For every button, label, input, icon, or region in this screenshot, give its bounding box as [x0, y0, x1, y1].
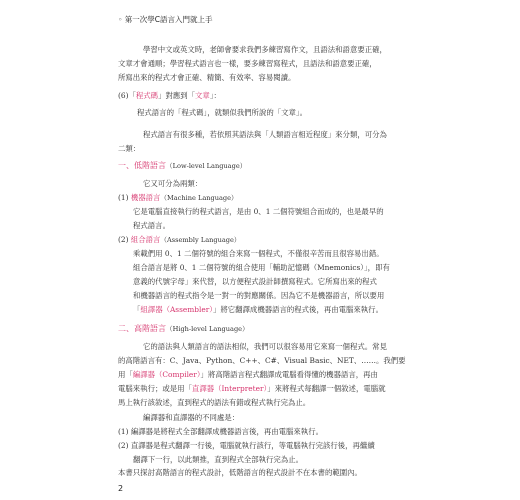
page-number: 2: [118, 484, 124, 493]
section-1-intro: 它又可分為兩類：: [143, 179, 203, 188]
closing-line: 本書只探討高階語言的程式設計，低階語言的程式設計不在本書的範圍內。: [118, 468, 362, 477]
item-6-mid: 」對應到「: [158, 91, 196, 100]
intro-line-2: 文章才會通順；學習程式語言也一樣，要多練習寫程式，且語法和語意要正確，: [118, 59, 377, 68]
classification-line-1: 程式語言有很多種，若依照其語法與「人類語言相近程度」來分類，可分為: [143, 130, 387, 139]
assembly-language-label: (2): [118, 235, 131, 244]
section-2-line-4: [118, 382, 386, 396]
difference-item-2b: 翻譯下一行，以此類推，直到程式全部執行完為止。: [133, 455, 303, 464]
interpreter-term: 直譯器（Interpreter）: [191, 384, 268, 393]
difference-intro: 編譯器和直譯器的不同處是：: [143, 413, 240, 422]
interpreter-prefix: 電腦來執行；或是用「: [118, 384, 192, 393]
assembly-language-line-3: 意義的代號字母」來代替，以方便程式設計師撰寫程式。它所寫出來的程式: [133, 277, 377, 286]
assembly-language-en: （Assembly Language）: [160, 236, 241, 244]
section-2-line-5: 馬上執行該敘述，直到程式的語法有錯或程式執行完為止。: [118, 398, 311, 407]
assembly-language-line-5: [133, 303, 383, 317]
machine-language-line-1: 它是電腦直接執行的程式語言，是由 0、1 二個符號組合而成的，也是最早的: [133, 207, 384, 216]
assembly-language-line-1: 乘載們用 0、1 二個符號的組合來寫一個程式，不僅很辛苦而且很容易出錯。: [133, 249, 384, 258]
compiler-suffix: 」將高階語言程式翻譯成電腦看得懂的機器語言，再由: [200, 370, 378, 379]
item-6-suffix: 」：: [209, 91, 221, 100]
assembly-language-title: 組合語言: [130, 235, 161, 244]
machine-language-label: (1): [118, 193, 131, 202]
machine-language-heading: [118, 191, 238, 205]
machine-language-en: （Machine Language）: [160, 194, 238, 202]
item-6-body: 程式語言的「程式碼」，就類似我們所說的「文章」。: [137, 108, 307, 117]
section-2-title: 二、高階語言: [118, 324, 166, 333]
compiler-prefix: 用「: [118, 370, 133, 379]
section-2-line-1: 它的語法與人類語言的語法相似，我們可以很容易用它來寫一個程式。常見: [143, 342, 387, 351]
difference-item-2a: (2) 直譯器是程式翻譯一行後，電腦就執行該行，等電腦執行完該行後，再繼續: [118, 441, 375, 450]
section-2-line-2: 的高階語言有：C、Java、Python、C++、C#、Visual Basic、NET、……。我們要: [118, 356, 406, 365]
difference-item-1: (1) 編譯器是將程式全部翻譯成機器語言後，再由電腦來執行。: [118, 427, 323, 436]
assembly-language-heading: [118, 233, 241, 247]
item-6-term-code: 程式碼: [135, 91, 159, 100]
section-1-title-en: （Low-level Language）: [166, 162, 247, 170]
assembler-prefix: 「: [133, 305, 141, 314]
assembly-language-line-4: 和機器語言的程式指令是一對一的對應關係。因為它不是機器語言，所以要用: [133, 291, 385, 300]
section-2-title-en: （High-level Language）: [166, 325, 249, 333]
interpreter-suffix: 」來將程式每翻譯一個敘述，電腦就: [267, 384, 386, 393]
assembler-suffix: 」將它翻譯成機器語言的程式後，再由電腦來執行。: [212, 305, 383, 314]
machine-language-line-2: 程式語言。: [133, 221, 170, 230]
section-2-heading: [118, 323, 249, 334]
intro-line-1: 學習中文或英文時，老師會要求我們多練習寫作文，且語法和語意要正確，: [143, 45, 387, 54]
classification-line-2: 二類：: [118, 144, 141, 153]
compiler-term: 編譯器（Compiler）: [132, 370, 201, 379]
page-header: ◦ 第一次學C語言入門就上手: [118, 15, 213, 24]
section-2-line-3: [118, 368, 378, 382]
item-6-term-article: 文章: [195, 91, 210, 100]
intro-line-3: 所寫出來的程式才會正確、精簡、有效率、容易閱讀。: [118, 73, 296, 82]
machine-language-title: 機器語言: [130, 193, 161, 202]
item-6-heading: [118, 89, 221, 103]
section-1-title: 一、低階語言: [118, 161, 166, 170]
item-6-prefix: (6)「: [118, 91, 136, 100]
assembly-language-line-2: 組合語言是將 0、1 二個符號的組合使用「輔助記憶碼（Mnemonics）」，即有: [133, 263, 390, 272]
section-1-heading: [118, 160, 246, 171]
assembler-term: 組譯器（Assembler）: [140, 305, 213, 314]
